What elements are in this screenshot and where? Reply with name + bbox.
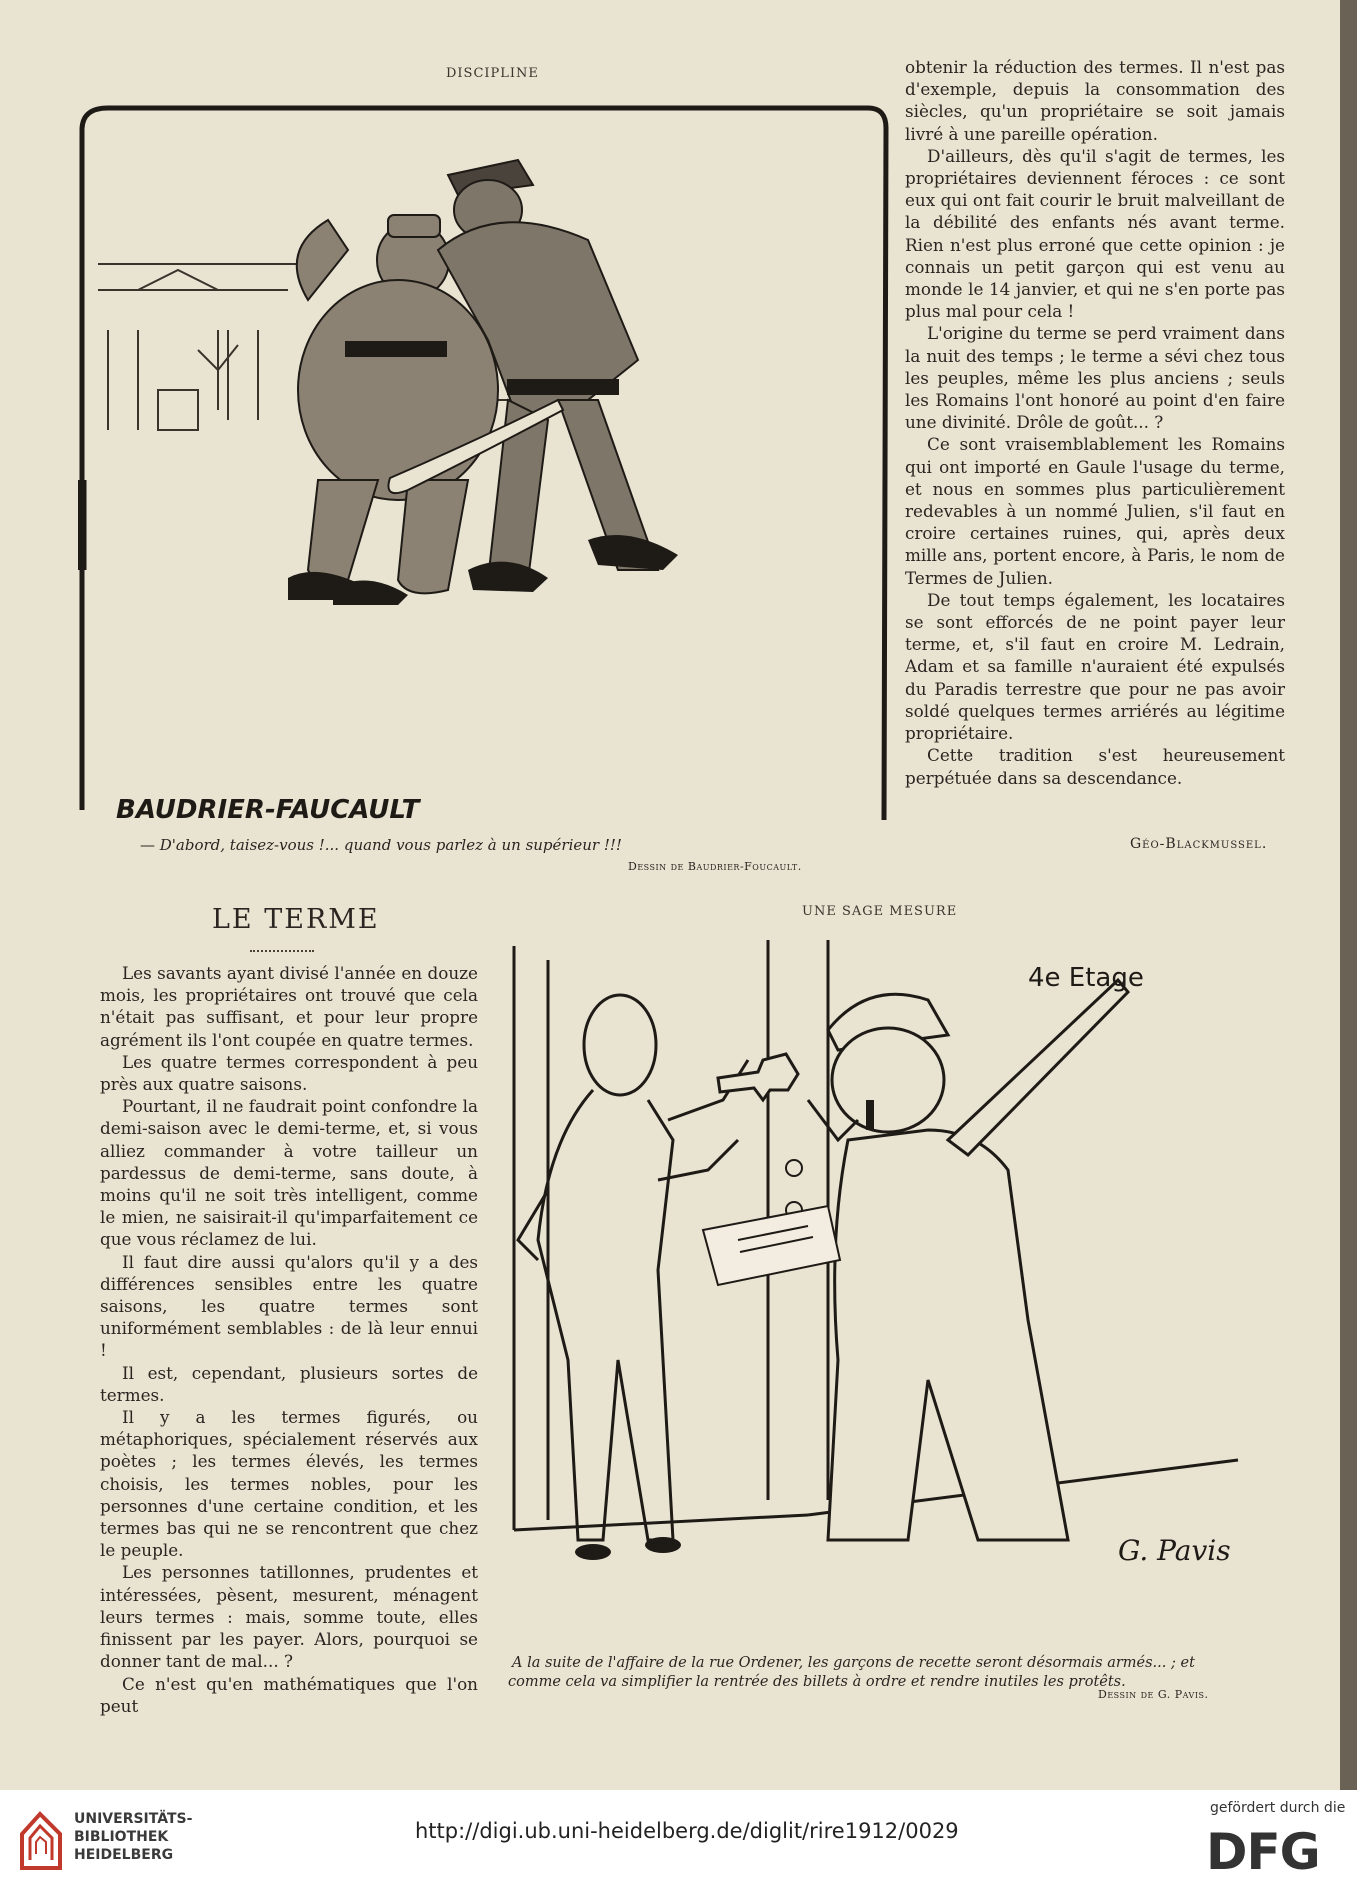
paragraph: De tout temps également, les locataires se sont efforcés de ne point payer leur terme, et, s'il faut en croire M. Ledrain, Adam et sa famille n'auraient été expulsés du Paradis terrestre que pour ne pas avoir soldé quelques termes arriérés au légitime propriétaire. bbox=[905, 589, 1285, 744]
right-column-text bbox=[905, 56, 1285, 789]
discipline-illustration bbox=[78, 100, 890, 820]
footer bbox=[0, 1790, 1357, 1889]
paragraph: Cette tradition s'est heureusement perpétuée dans sa descendance. bbox=[905, 745, 1285, 788]
paragraph: L'origine du terme se perd vraiment dans la nuit des temps ; le terme a sévi chez tous les peuples, même les plus anciens ; seuls les Romains l'ont honoré au point d'en faire une divinité. Drôle de goût... ? bbox=[905, 323, 1285, 433]
paragraph: Les savants ayant divisé l'année en douze mois, les propriétaires ont trouvé que cela n'était pas suffisant, et pour leur propre agrément ils l'ont coupée en quatre termes. bbox=[100, 963, 478, 1050]
dfg-logo: DFG bbox=[1206, 1823, 1320, 1881]
discipline-artist-signature: BAUDRIER-FAUCAULT bbox=[116, 795, 420, 820]
discipline-title: DISCIPLINE bbox=[446, 66, 539, 81]
paragraph: Il y a les termes figurés, ou métaphoriques, spécialement réservés aux poètes ; les termes élevés, les termes choisis, les termes nobles, pour les personnes d'une certaine condition, et les termes bas qui ne se rencontrent que chez le peuple. bbox=[100, 1407, 478, 1561]
paragraph: Ce n'est qu'en mathématiques que l'on peut bbox=[100, 1673, 478, 1716]
paragraph: Ce sont vraisemblablement les Romains qui ont importé en Gaule l'usage du terme, et nous en sommes plus particulièrement redevables à un nommé Julien, s'il faut en croire certaines ruines, qui, après deux mille ans, portent encore, à Paris, le nom de Termes de Julien. bbox=[905, 434, 1285, 588]
paragraph: Pourtant, il ne faudrait point confondre la demi-saison avec le demi-terme, et, si vous alliez commander à votre tailleur un pardessus de demi-terme, sans doute, à moins qu'il ne soit très intelligent, comme le mien, ne saisirait-il qu'imparfaitement ce que vous réclamez de lui. bbox=[100, 1096, 478, 1250]
page-edge bbox=[1340, 0, 1357, 1790]
paragraph: Il est, cependant, plusieurs sortes de termes. bbox=[100, 1362, 478, 1405]
permalink-url[interactable]: http://digi.ub.uni-heidelberg.de/diglit/rire1912/0029 bbox=[415, 1819, 959, 1843]
uni-line1: UNIVERSITÄTS- bbox=[74, 1811, 193, 1827]
sage-mesure-artist-signature: G. Pavis bbox=[1118, 1534, 1231, 1567]
le-terme-text bbox=[100, 962, 478, 1717]
sage-mesure-illustration bbox=[508, 940, 1248, 1650]
sage-mesure-caption-line1: A la suite de l'affaire de la rue Ordener, les garçons de recette seront désormais armés... ; et bbox=[512, 1655, 1195, 1671]
le-terme-title: LE TERME bbox=[212, 904, 380, 935]
paragraph: Il faut dire aussi qu'alors qu'il y a des différences sensibles entre les quatre saisons, les quatre termes sont uniformément semblables : de là leur ennui ! bbox=[100, 1251, 478, 1361]
discipline-credit: Dessin de Baudrier-Foucault. bbox=[628, 860, 802, 873]
author-signature: Géo-Blackmussel. bbox=[1130, 836, 1268, 852]
sage-mesure-title: UNE SAGE MESURE bbox=[802, 904, 958, 919]
paragraph: D'ailleurs, dès qu'il s'agit de termes, les propriétaires deviennent féroces : ce sont eux qui ont fait courir le bruit malveillant de la débilité des enfants nés avant terme. Rien n'est plus erroné que cette opinion : je connais un petit garçon qui est venu au monde le 14 janvier, et qui ne s'en porte pas plus mal pour cela ! bbox=[905, 145, 1285, 322]
funded-by-text: gefördert durch die bbox=[1210, 1800, 1346, 1816]
uni-line3: HEIDELBERG bbox=[74, 1847, 174, 1863]
paragraph: obtenir la réduction des termes. Il n'est pas d'exemple, depuis la consommation des siècles, qu'un propriétaire se soit jamais livré à une pareille opération. bbox=[905, 57, 1285, 144]
door-sign: 4e Etage bbox=[1028, 963, 1144, 993]
sage-mesure-caption-line2: comme cela va simplifier la rentrée des billets à ordre et rendre inutiles les protêts. bbox=[508, 1674, 1126, 1690]
sage-mesure-credit: Dessin de G. Pavis. bbox=[1098, 1688, 1209, 1701]
uni-line2: BIBLIOTHEK bbox=[74, 1829, 169, 1845]
university-library-name bbox=[74, 1810, 192, 1864]
discipline-caption: — D'abord, taisez-vous !... quand vous parlez à un supérieur !!! bbox=[140, 836, 622, 854]
university-library-logo-icon bbox=[18, 1810, 64, 1870]
paragraph: Les quatre termes correspondent à peu près aux quatre saisons. bbox=[100, 1051, 478, 1095]
paragraph: Les personnes tatillonnes, prudentes et intéressées, pèsent, mesurent, ménagent leurs termes : mais, somme toute, elles finissent par les payer. Alors, pourquoi se donner tant de mal... ? bbox=[100, 1562, 478, 1672]
title-ornament bbox=[250, 946, 314, 952]
